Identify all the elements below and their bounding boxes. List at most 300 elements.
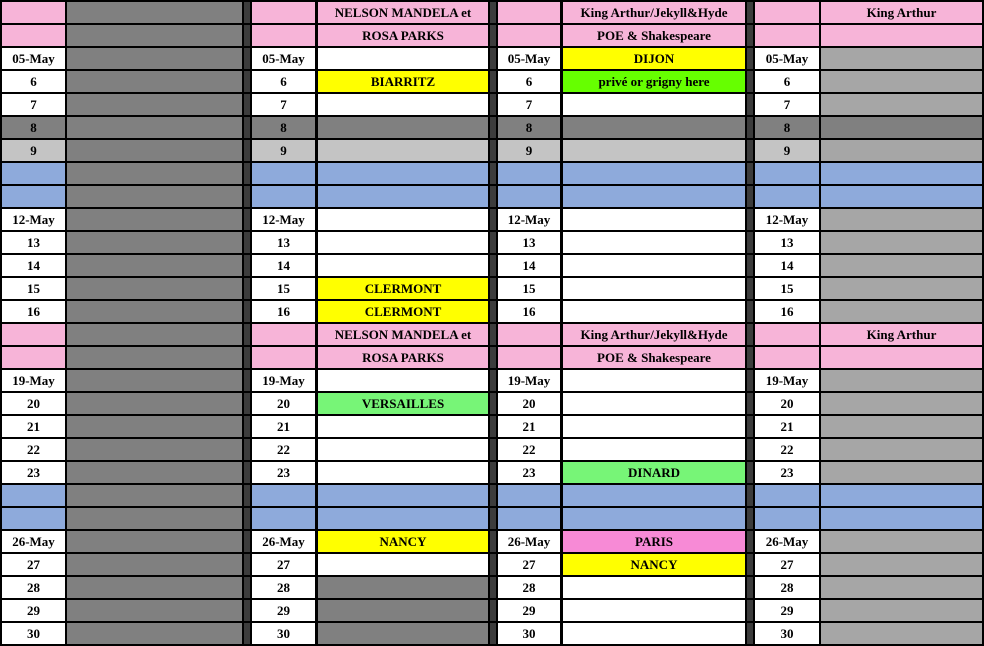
column-separator bbox=[244, 508, 250, 529]
header-label-cell bbox=[252, 324, 315, 345]
day-label: 28 bbox=[2, 577, 65, 598]
weekend-content-cell bbox=[563, 163, 745, 184]
day-label: 6 bbox=[2, 71, 65, 92]
day-label: 05-May bbox=[498, 48, 560, 69]
column-separator bbox=[244, 462, 250, 483]
column-separator bbox=[747, 163, 753, 184]
schedule-empty-cell bbox=[821, 255, 982, 276]
column-separator bbox=[244, 140, 250, 161]
day-label: 27 bbox=[498, 554, 560, 575]
weekend-content-cell bbox=[318, 508, 488, 529]
schedule-empty-cell bbox=[563, 623, 745, 644]
weekend-label-cell bbox=[498, 186, 560, 207]
column-separator bbox=[490, 485, 496, 506]
schedule-empty-cell bbox=[67, 416, 242, 437]
column-separator bbox=[747, 370, 753, 391]
day-label: 14 bbox=[252, 255, 315, 276]
group-header-text: ROSA PARKS bbox=[318, 25, 488, 46]
day-label: 22 bbox=[252, 439, 315, 460]
schedule-entry: NANCY bbox=[318, 531, 488, 552]
day-label: 7 bbox=[755, 94, 819, 115]
column-separator bbox=[244, 393, 250, 414]
column-separator bbox=[244, 416, 250, 437]
schedule-empty-cell bbox=[67, 393, 242, 414]
column-separator bbox=[747, 508, 753, 529]
day-label: 29 bbox=[755, 600, 819, 621]
column-separator bbox=[244, 117, 250, 138]
group-header-text: King Arthur/Jekyll&Hyde bbox=[563, 324, 745, 345]
schedule-empty-cell bbox=[67, 439, 242, 460]
weekend-label-cell bbox=[252, 186, 315, 207]
schedule-empty-cell bbox=[67, 301, 242, 322]
day-label: 7 bbox=[252, 94, 315, 115]
day-label: 8 bbox=[2, 117, 65, 138]
day-label: 13 bbox=[755, 232, 819, 253]
column-separator bbox=[747, 347, 753, 368]
day-label: 28 bbox=[252, 577, 315, 598]
schedule-empty-cell bbox=[318, 255, 488, 276]
column-separator bbox=[244, 278, 250, 299]
weekend-content-cell bbox=[67, 186, 242, 207]
schedule-empty-cell bbox=[563, 600, 745, 621]
header-label-cell bbox=[252, 25, 315, 46]
day-label: 13 bbox=[498, 232, 560, 253]
schedule-empty-cell bbox=[821, 48, 982, 69]
schedule-empty-cell bbox=[821, 577, 982, 598]
column-separator bbox=[244, 623, 250, 644]
column-separator bbox=[747, 140, 753, 161]
schedule-empty-cell bbox=[563, 393, 745, 414]
column-separator bbox=[490, 48, 496, 69]
schedule-entry: DIJON bbox=[563, 48, 745, 69]
column-separator bbox=[244, 324, 250, 345]
day-label: 20 bbox=[252, 393, 315, 414]
weekend-content-cell bbox=[318, 186, 488, 207]
column-separator bbox=[244, 531, 250, 552]
day-label: 6 bbox=[755, 71, 819, 92]
day-label: 15 bbox=[755, 278, 819, 299]
column-separator bbox=[490, 301, 496, 322]
day-label: 28 bbox=[498, 577, 560, 598]
weekend-label-cell bbox=[2, 508, 65, 529]
day-label: 05-May bbox=[755, 48, 819, 69]
weekend-label-cell bbox=[252, 485, 315, 506]
weekend-label-cell bbox=[755, 508, 819, 529]
schedule-empty-cell bbox=[563, 301, 745, 322]
column-separator bbox=[490, 94, 496, 115]
day-label: 14 bbox=[2, 255, 65, 276]
column-separator bbox=[747, 462, 753, 483]
schedule-empty-cell bbox=[821, 94, 982, 115]
weekend-label-cell bbox=[755, 186, 819, 207]
header-label-cell bbox=[2, 347, 65, 368]
group-header-text: NELSON MANDELA et bbox=[318, 2, 488, 23]
weekend-label-cell bbox=[2, 485, 65, 506]
schedule-empty-cell bbox=[318, 48, 488, 69]
day-label: 13 bbox=[2, 232, 65, 253]
column-separator bbox=[747, 531, 753, 552]
schedule-entry: BIARRITZ bbox=[318, 71, 488, 92]
column-separator bbox=[490, 393, 496, 414]
column-separator bbox=[747, 393, 753, 414]
schedule-empty-cell bbox=[563, 209, 745, 230]
schedule-empty-cell bbox=[318, 117, 488, 138]
day-label: 9 bbox=[498, 140, 560, 161]
day-label: 9 bbox=[2, 140, 65, 161]
day-label: 26-May bbox=[2, 531, 65, 552]
schedule-empty-cell bbox=[821, 71, 982, 92]
header-label-cell bbox=[755, 25, 819, 46]
header-label-cell bbox=[2, 25, 65, 46]
day-label: 22 bbox=[2, 439, 65, 460]
day-label: 23 bbox=[252, 462, 315, 483]
header-label-cell bbox=[755, 324, 819, 345]
day-label: 8 bbox=[252, 117, 315, 138]
day-label: 12-May bbox=[755, 209, 819, 230]
group-header-text: King Arthur/Jekyll&Hyde bbox=[563, 2, 745, 23]
schedule-empty-cell bbox=[318, 416, 488, 437]
day-label: 8 bbox=[755, 117, 819, 138]
column-separator bbox=[490, 439, 496, 460]
weekend-content-cell bbox=[563, 186, 745, 207]
column-separator bbox=[747, 232, 753, 253]
day-label: 12-May bbox=[498, 209, 560, 230]
schedule-empty-cell bbox=[821, 301, 982, 322]
schedule-entry bbox=[318, 600, 488, 621]
column-separator bbox=[244, 370, 250, 391]
day-label: 15 bbox=[2, 278, 65, 299]
schedule-empty-cell bbox=[67, 48, 242, 69]
group-header-text: ROSA PARKS bbox=[318, 347, 488, 368]
column-separator bbox=[490, 462, 496, 483]
column-separator bbox=[747, 485, 753, 506]
day-label: 15 bbox=[498, 278, 560, 299]
column-separator bbox=[244, 600, 250, 621]
column-separator bbox=[490, 416, 496, 437]
day-label: 21 bbox=[755, 416, 819, 437]
header-content-cell bbox=[67, 25, 242, 46]
day-label: 12-May bbox=[252, 209, 315, 230]
schedule-empty-cell bbox=[67, 255, 242, 276]
day-label: 19-May bbox=[2, 370, 65, 391]
column-separator bbox=[747, 416, 753, 437]
column-separator bbox=[490, 186, 496, 207]
day-label: 28 bbox=[755, 577, 819, 598]
schedule-empty-cell bbox=[821, 416, 982, 437]
day-label: 26-May bbox=[498, 531, 560, 552]
schedule-empty-cell bbox=[563, 140, 745, 161]
schedule-entry: NANCY bbox=[563, 554, 745, 575]
column-separator bbox=[490, 117, 496, 138]
schedule-empty-cell bbox=[318, 439, 488, 460]
day-label: 23 bbox=[498, 462, 560, 483]
column-separator bbox=[747, 71, 753, 92]
schedule-empty-cell bbox=[318, 232, 488, 253]
group-header-text: POE & Shakespeare bbox=[563, 25, 745, 46]
day-label: 12-May bbox=[2, 209, 65, 230]
weekend-label-cell bbox=[498, 508, 560, 529]
header-content-cell bbox=[67, 2, 242, 23]
day-label: 7 bbox=[2, 94, 65, 115]
schedule-empty-cell bbox=[67, 232, 242, 253]
column-separator bbox=[244, 94, 250, 115]
column-separator bbox=[244, 25, 250, 46]
column-separator bbox=[490, 577, 496, 598]
schedule-entry: PARIS bbox=[563, 531, 745, 552]
column-separator bbox=[244, 255, 250, 276]
schedule-entry: CLERMONT bbox=[318, 278, 488, 299]
column-separator bbox=[244, 554, 250, 575]
schedule-empty-cell bbox=[563, 232, 745, 253]
schedule-entry: privé or grigny here bbox=[563, 71, 745, 92]
column-separator bbox=[747, 278, 753, 299]
group-header-text bbox=[821, 25, 982, 46]
weekend-label-cell bbox=[252, 163, 315, 184]
header-label-cell bbox=[2, 324, 65, 345]
schedule-empty-cell bbox=[318, 554, 488, 575]
day-label: 6 bbox=[252, 71, 315, 92]
column-separator bbox=[490, 71, 496, 92]
weekend-content-cell bbox=[318, 163, 488, 184]
column-separator bbox=[490, 232, 496, 253]
day-label: 21 bbox=[252, 416, 315, 437]
header-content-cell bbox=[67, 347, 242, 368]
schedule-empty-cell bbox=[67, 94, 242, 115]
weekend-content-cell bbox=[821, 508, 982, 529]
schedule-empty-cell bbox=[821, 278, 982, 299]
column-separator bbox=[244, 186, 250, 207]
column-separator bbox=[490, 324, 496, 345]
group-header-text: King Arthur bbox=[821, 2, 982, 23]
column-separator bbox=[490, 2, 496, 23]
schedule-empty-cell bbox=[67, 623, 242, 644]
column-separator bbox=[747, 301, 753, 322]
day-label: 20 bbox=[2, 393, 65, 414]
weekend-content-cell bbox=[563, 485, 745, 506]
header-label-cell bbox=[252, 347, 315, 368]
schedule-empty-cell bbox=[821, 117, 982, 138]
day-label: 19-May bbox=[252, 370, 315, 391]
weekend-content-cell bbox=[318, 485, 488, 506]
weekend-content-cell bbox=[67, 508, 242, 529]
schedule-empty-cell bbox=[563, 278, 745, 299]
schedule-empty-cell bbox=[318, 94, 488, 115]
schedule-empty-cell bbox=[821, 140, 982, 161]
column-separator bbox=[747, 94, 753, 115]
column-separator bbox=[490, 600, 496, 621]
day-label: 29 bbox=[2, 600, 65, 621]
column-separator bbox=[747, 209, 753, 230]
column-separator bbox=[244, 209, 250, 230]
schedule-empty-cell bbox=[67, 140, 242, 161]
day-label: 26-May bbox=[252, 531, 315, 552]
day-label: 22 bbox=[755, 439, 819, 460]
column-separator bbox=[490, 370, 496, 391]
column-separator bbox=[747, 324, 753, 345]
column-separator bbox=[244, 439, 250, 460]
schedule-empty-cell bbox=[821, 623, 982, 644]
day-label: 14 bbox=[755, 255, 819, 276]
day-label: 27 bbox=[2, 554, 65, 575]
weekend-label-cell bbox=[498, 163, 560, 184]
schedule-entry bbox=[318, 623, 488, 644]
column-separator bbox=[244, 232, 250, 253]
day-label: 16 bbox=[252, 301, 315, 322]
column-separator bbox=[244, 577, 250, 598]
header-label-cell bbox=[2, 2, 65, 23]
schedule-empty-cell bbox=[67, 209, 242, 230]
weekend-content-cell bbox=[821, 485, 982, 506]
schedule-empty-cell bbox=[563, 94, 745, 115]
header-label-cell bbox=[498, 324, 560, 345]
schedule-entry: DINARD bbox=[563, 462, 745, 483]
day-label: 05-May bbox=[252, 48, 315, 69]
column-separator bbox=[244, 2, 250, 23]
header-label-cell bbox=[252, 2, 315, 23]
column-separator bbox=[490, 347, 496, 368]
column-separator bbox=[747, 25, 753, 46]
column-separator bbox=[244, 301, 250, 322]
column-separator bbox=[244, 347, 250, 368]
group-header-text bbox=[821, 347, 982, 368]
day-label: 29 bbox=[252, 600, 315, 621]
schedule-empty-cell bbox=[821, 232, 982, 253]
day-label: 16 bbox=[498, 301, 560, 322]
schedule-empty-cell bbox=[67, 462, 242, 483]
day-label: 19-May bbox=[755, 370, 819, 391]
day-label: 23 bbox=[755, 462, 819, 483]
day-label: 30 bbox=[755, 623, 819, 644]
day-label: 20 bbox=[755, 393, 819, 414]
column-separator bbox=[490, 531, 496, 552]
schedule-empty-cell bbox=[821, 462, 982, 483]
day-label: 16 bbox=[2, 301, 65, 322]
day-label: 29 bbox=[498, 600, 560, 621]
header-label-cell bbox=[755, 347, 819, 368]
column-separator bbox=[490, 163, 496, 184]
day-label: 30 bbox=[498, 623, 560, 644]
header-label-cell bbox=[755, 2, 819, 23]
column-separator bbox=[747, 186, 753, 207]
column-separator bbox=[747, 2, 753, 23]
day-label: 9 bbox=[252, 140, 315, 161]
group-header-text: POE & Shakespeare bbox=[563, 347, 745, 368]
group-header-text: King Arthur bbox=[821, 324, 982, 345]
schedule-empty-cell bbox=[67, 370, 242, 391]
schedule-empty-cell bbox=[821, 439, 982, 460]
schedule-empty-cell bbox=[67, 600, 242, 621]
day-label: 26-May bbox=[755, 531, 819, 552]
column-separator bbox=[747, 554, 753, 575]
weekend-content-cell bbox=[67, 485, 242, 506]
day-label: 05-May bbox=[2, 48, 65, 69]
weekend-content-cell bbox=[821, 186, 982, 207]
day-label: 6 bbox=[498, 71, 560, 92]
column-separator bbox=[490, 25, 496, 46]
weekend-content-cell bbox=[563, 508, 745, 529]
column-separator bbox=[490, 255, 496, 276]
day-label: 7 bbox=[498, 94, 560, 115]
header-label-cell bbox=[498, 2, 560, 23]
schedule-empty-cell bbox=[318, 462, 488, 483]
schedule-empty-cell bbox=[67, 577, 242, 598]
column-separator bbox=[747, 577, 753, 598]
schedule-empty-cell bbox=[318, 140, 488, 161]
weekend-label-cell bbox=[2, 163, 65, 184]
schedule-empty-cell bbox=[318, 209, 488, 230]
schedule-empty-cell bbox=[821, 209, 982, 230]
schedule-empty-cell bbox=[563, 117, 745, 138]
schedule-empty-cell bbox=[563, 255, 745, 276]
schedule-empty-cell bbox=[563, 370, 745, 391]
schedule-empty-cell bbox=[821, 370, 982, 391]
column-separator bbox=[747, 439, 753, 460]
column-separator bbox=[244, 485, 250, 506]
day-label: 9 bbox=[755, 140, 819, 161]
day-label: 21 bbox=[2, 416, 65, 437]
day-label: 27 bbox=[755, 554, 819, 575]
day-label: 20 bbox=[498, 393, 560, 414]
day-label: 15 bbox=[252, 278, 315, 299]
day-label: 30 bbox=[2, 623, 65, 644]
weekend-label-cell bbox=[755, 485, 819, 506]
column-separator bbox=[490, 278, 496, 299]
weekend-content-cell bbox=[821, 163, 982, 184]
weekend-label-cell bbox=[252, 508, 315, 529]
weekend-content-cell bbox=[67, 163, 242, 184]
column-separator bbox=[244, 163, 250, 184]
column-separator bbox=[747, 48, 753, 69]
schedule-empty-cell bbox=[318, 370, 488, 391]
schedule-empty-cell bbox=[563, 416, 745, 437]
schedule-empty-cell bbox=[821, 554, 982, 575]
day-label: 23 bbox=[2, 462, 65, 483]
column-separator bbox=[490, 209, 496, 230]
group-header-text: NELSON MANDELA et bbox=[318, 324, 488, 345]
day-label: 19-May bbox=[498, 370, 560, 391]
header-content-cell bbox=[67, 324, 242, 345]
schedule-empty-cell bbox=[821, 393, 982, 414]
day-label: 27 bbox=[252, 554, 315, 575]
day-label: 21 bbox=[498, 416, 560, 437]
day-label: 30 bbox=[252, 623, 315, 644]
column-separator bbox=[244, 71, 250, 92]
schedule-empty-cell bbox=[67, 117, 242, 138]
column-separator bbox=[490, 140, 496, 161]
schedule-empty-cell bbox=[821, 531, 982, 552]
column-separator bbox=[747, 255, 753, 276]
weekend-label-cell bbox=[755, 163, 819, 184]
day-label: 8 bbox=[498, 117, 560, 138]
header-label-cell bbox=[498, 347, 560, 368]
column-separator bbox=[490, 623, 496, 644]
day-label: 13 bbox=[252, 232, 315, 253]
header-label-cell bbox=[498, 25, 560, 46]
weekend-label-cell bbox=[498, 485, 560, 506]
schedule-empty-cell bbox=[821, 600, 982, 621]
column-separator bbox=[747, 117, 753, 138]
schedule-entry: VERSAILLES bbox=[318, 393, 488, 414]
day-label: 16 bbox=[755, 301, 819, 322]
schedule-empty-cell bbox=[67, 71, 242, 92]
schedule-empty-cell bbox=[563, 577, 745, 598]
schedule-entry: CLERMONT bbox=[318, 301, 488, 322]
column-separator bbox=[244, 48, 250, 69]
schedule-empty-cell bbox=[67, 554, 242, 575]
column-separator bbox=[490, 554, 496, 575]
schedule-empty-cell bbox=[67, 278, 242, 299]
schedule-entry bbox=[318, 577, 488, 598]
